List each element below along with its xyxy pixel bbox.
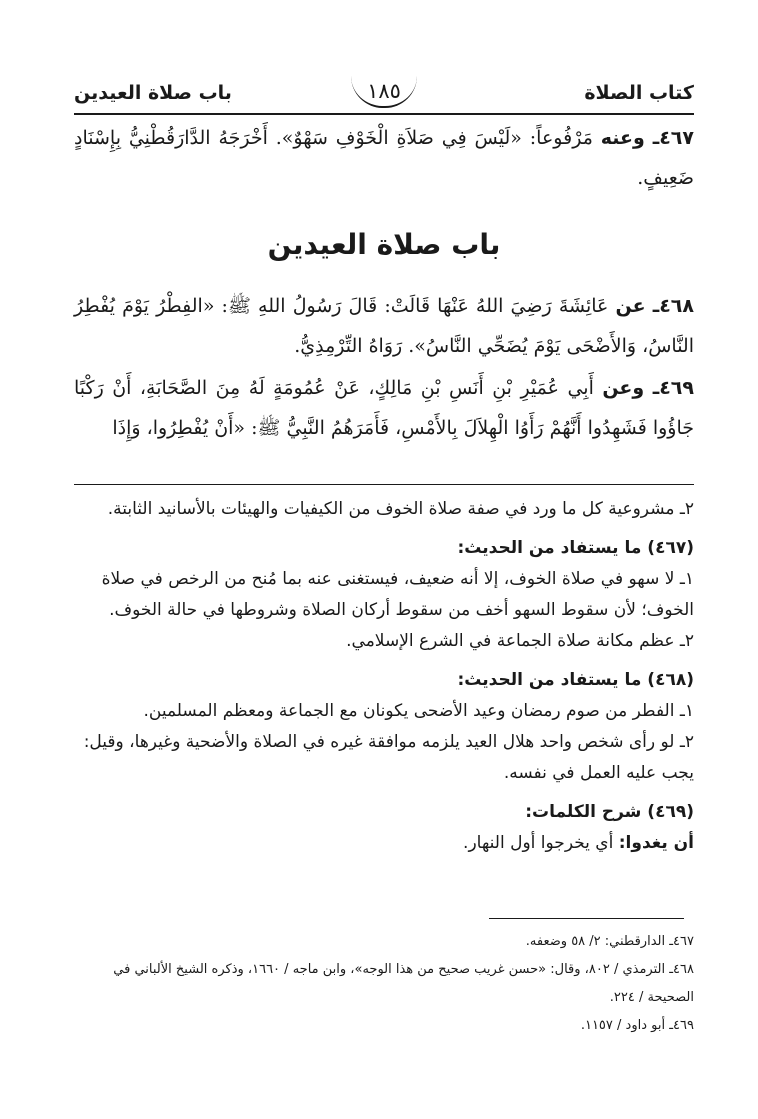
footnote-468: ٤٦٨ـ الترمذي / ٨٠٢، وقال: «حسن غريب صحيح من هذا الوجه»، وابن ماجه / ١٦٦٠، وذكره الشيخ الألباني في الصحيحة / ٢٢٤. (113, 962, 694, 1005)
running-header (74, 80, 694, 112)
hadith-text: مَرْفُوعاً: «لَيْسَ فِي صَلاَةِ الْخَوْفِ سَهْوٌ». أَخْرَجَهُ الدَّارَقُطْنِيُّ بِإِسْنَادٍ ضَعِيفٍ. (74, 127, 694, 189)
commentary-block (74, 494, 694, 859)
hadith-number: ٤٦٨ـ (652, 295, 694, 317)
section-title-468: (٤٦٨) ما يستفاد من الحديث: (457, 670, 694, 690)
section-title-467: (٤٦٧) ما يستفاد من الحديث: (457, 538, 694, 558)
glossary-definition: أي يخرجوا أول النهار. (463, 833, 614, 853)
footnote-469: ٤٦٩ـ أبو داود / ١١٥٧. (580, 1018, 694, 1033)
header-rule (74, 113, 694, 115)
point-468-1: ١ـ الفطر من صوم رمضان وعيد الأضحى يكونان مع الجماعة ومعظم المسلمين. (143, 701, 694, 721)
hadith-number: ٤٦٧ـ (652, 127, 694, 149)
section-title-469: (٤٦٩) شرح الكلمات: (525, 802, 694, 822)
glossary-entry (74, 828, 694, 859)
continued-point: ٢ـ مشروعية كل ما ورد في صفة صلاة الخوف من الكيفيات والهيئات بالأسانيد الثابتة. (107, 499, 694, 519)
hadith-468 (74, 286, 694, 366)
footnotes (74, 928, 694, 1040)
hadith-text: عَائِشَةَ رَضِيَ اللهُ عَنْهَا قَالَتْ: قَالَ رَسُولُ اللهِ ﷺ: «الفِطْرُ يَوْمَ يُفْطِرُ النَّاسُ، وَالأَضْحَى يَوْمَ يُضَحِّي النَّاسُ». رَوَاهُ التِّرْمِذِيُّ. (74, 295, 694, 357)
footnote-rule (489, 918, 684, 919)
header-book-title: كتاب الصلاة (584, 82, 694, 104)
glossary-term: أن يغدوا: (618, 833, 694, 853)
hadith-469 (74, 368, 694, 448)
hadith-intro: عن (615, 295, 646, 317)
footnote-467: ٤٦٧ـ الدارقطني: ٢/ ٥٨ وضعفه. (525, 934, 694, 949)
hadith-text: أَبِي عُمَيْرِ بْنِ أَنَسِ بْنِ مَالِكٍ، عَنْ عُمُومَةٍ لَهُ مِنَ الصَّحَابَةِ، أَنْ رَكْبًا جَاؤُوا فَشَهِدُوا أَنَّهُمْ رَأَوُا الْهِلاَلَ بِالأَمْسِ، فَأَمَرَهُمُ النَّبِيُّ ﷺ: «أَنْ يُفْطِرُوا، وَإِذَا (74, 377, 694, 439)
hadith-number: ٤٦٩ـ (652, 377, 694, 399)
point-467-1: ١ـ لا سهو في صلاة الخوف، إلا أنه ضعيف، فيستغنى عنه بما مُنح من الرخص في صلاة الخوف؛ لأن سقوط السهو أخف من سقوط أركان الصلاة وشروطها في حالة الخوف. (101, 569, 694, 620)
hadith-467 (74, 118, 694, 198)
header-chapter-title: باب صلاة العيدين (74, 82, 232, 104)
point-468-2: ٢ـ لو رأى شخص واحد هلال العيد يلزمه موافقة غيره في الصلاة والأضحية وغيرها، وقيل: يجب عليه العمل في نفسه. (83, 732, 694, 783)
hadith-intro: وعن (602, 377, 645, 399)
hadith-intro: وعنه (600, 127, 645, 149)
page-number: ١٨٥ (351, 76, 417, 108)
chapter-title: باب صلاة العيدين (267, 228, 501, 261)
commentary-separator (74, 484, 694, 485)
point-467-2: ٢ـ عظم مكانة صلاة الجماعة في الشرع الإسلامي. (346, 631, 694, 651)
